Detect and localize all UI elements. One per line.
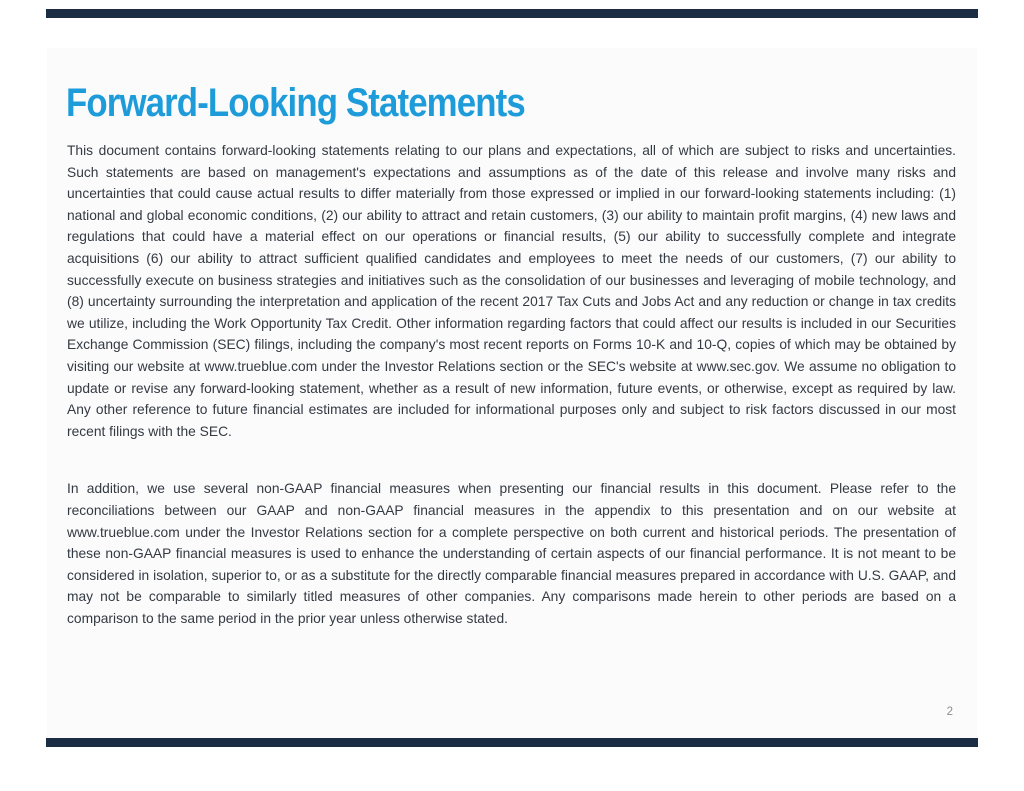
bottom-accent-bar [46,738,978,747]
slide-content-area [47,48,977,738]
slide-body [67,140,956,629]
top-accent-bar [46,9,978,18]
page-number: 2 [946,706,953,718]
non-gaap-measures-paragraph: In addition, we use several non-GAAP financial measures when presenting our financial results in this document. Please refer to the reconciliations between our GAAP and non-GAAP financial measures in the appendix to this presentation and on our website at www.trueblue.com under the Investor Relations section for a complete perspective on both current and historical periods. The presentation of these non-GAAP financial measures is used to enhance the understanding of certain aspects of our financial performance. It is not meant to be considered in isolation, superior to, or as a substitute for the directly comparable financial measures prepared in accordance with U.S. GAAP, and may not be comparable to similarly titled measures of other companies. Any comparisons made herein to other periods are based on a comparison to the same period in the prior year unless otherwise stated. [67,481,956,626]
slide-title: Forward-Looking Statements [66,81,525,125]
forward-looking-statements-paragraph: This document contains forward-looking statements relating to our plans and expectations, all of which are subject to risks and uncertainties. Such statements are based on management's expectations and assumptions as of the date of this release and involve many risks and uncertainties that could cause actual results to differ materially from those expressed or implied in our forward-looking statements including: (1) national and global economic conditions, (2) our ability to attract and retain customers, (3) our ability to maintain profit margins, (4) new laws and regulations that could have a material effect on our operations or financial results, (5) our ability to successfully complete and integrate acquisitions (6) our ability to attract sufficient qualified candidates and employees to meet the needs of our customers, (7) our ability to successfully execute on business strategies and initiatives such as the consolidation of our businesses and leveraging of mobile technology, and (8) uncertainty surrounding the interpretation and application of the recent 2017 Tax Cuts and Jobs Act and any reduction or change in tax credits we utilize, including the Work Opportunity Tax Credit. Other information regarding factors that could affect our results is included in our Securities Exchange Commission (SEC) filings, including the company's most recent reports on Forms 10-K and 10-Q, copies of which may be obtained by visiting our website at www.trueblue.com under the Investor Relations section or the SEC's website at www.sec.gov. We assume no obligation to update or revise any forward-looking statement, whether as a result of new information, future events, or otherwise, except as required by law. Any other reference to future financial estimates are included for informational purposes only and subject to risk factors discussed in our most recent filings with the SEC. [67,143,956,439]
